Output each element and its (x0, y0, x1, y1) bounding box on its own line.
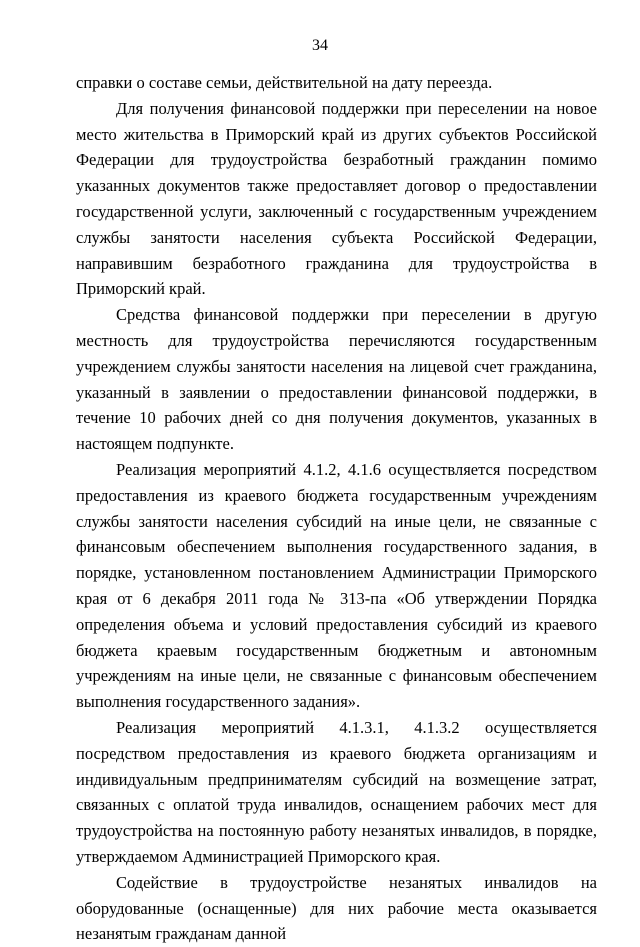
paragraph-continuation: справки о составе семьи, действительной на дату переезда. (76, 73, 493, 92)
page-number: 34 (312, 37, 328, 54)
paragraph-funds-transfer: Средства финансовой поддержки при переселении в другую местность для трудоустройства перечисляются государственным учреждением службы занятости населения на лицевой счет гражданина, указанный в заявлении о предоставлении финансовой поддержки, в течение 10 рабочих дней со дня получения документов, указанных в настоящем подпункте. (76, 305, 597, 454)
paragraph-relocation-support: Для получения финансовой поддержки при переселении на новое место жительства в Приморский край из других субъектов Российской Федерации для трудоустройства безработный гражданин помимо указанных документов также предоставляет договор о предоставлении государственной услуги, заключенный с государственным учреждением службы занятости населения субъекта Российской Федерации, направившим безработного гражданина для трудоустройства в Приморский край. (76, 98, 597, 299)
paragraph-measures-4-1-2: Реализация мероприятий 4.1.2, 4.1.6 осуществляется посредством предоставления из краевого бюджета государственным учреждениям службы занятости населения субсидий на иные цели, не связанные с финансовым обеспечением выполнения государственного задания, в порядке, установленном постановлением Администрации Приморского края от 6 декабря 2011 года № 313-па «Об утверждении Порядка определения объема и условий предоставления субсидий из краевого бюджета краевым государственным бюджетным и автономным учреждениям на иные цели, не связанные с финансовым обеспечением выполнения государственного задания». (76, 459, 597, 712)
document-body (76, 70, 597, 947)
paragraph-measures-4-1-3: Реализация мероприятий 4.1.3.1, 4.1.3.2 осуществляется посредством предоставления из краевого бюджета организациям и индивидуальным предпринимателям субсидий на возмещение затрат, связанных с оплатой труда инвалидов, оснащением рабочих мест для трудоустройства на постоянную работу незанятых инвалидов, в порядке, утверждаемом Администрацией Приморского края. (76, 717, 597, 866)
paragraph-disabled-employment: Содействие в трудоустройстве незанятых инвалидов на оборудованные (оснащенные) для них рабочие места оказывается незанятым гражданам данной (76, 872, 597, 944)
